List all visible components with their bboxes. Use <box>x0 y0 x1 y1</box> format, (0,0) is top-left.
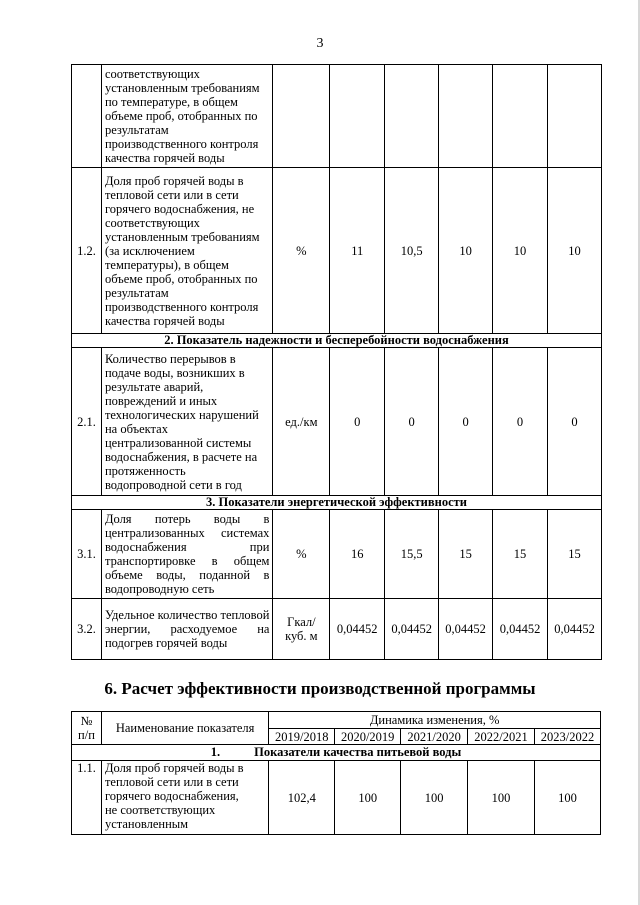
value-cell: 0,04452 <box>439 599 493 660</box>
value-cell: 100 <box>401 761 468 835</box>
page-number: 3 <box>316 36 324 51</box>
value-cell: 0 <box>439 348 493 496</box>
row-number-cell: 1.2. <box>72 168 102 334</box>
header-number: № п/п <box>72 712 102 745</box>
section-heading: 2. Показатель надежности и бесперебойности водоснабжения <box>72 334 602 348</box>
year-header: 2023/2022 <box>535 729 601 745</box>
row-number-cell: 3.2. <box>72 599 102 660</box>
year-header: 2020/2019 <box>335 729 401 745</box>
table-row <box>72 510 602 599</box>
table-row <box>72 348 602 496</box>
value-cell: 0,04452 <box>330 599 385 660</box>
section-row <box>72 745 601 761</box>
value-cell: 0 <box>548 348 602 496</box>
indicator-description: Доля проб горячей воды в тепловой сети или в сети горячего водоснабжения, не соответствующих установленным <box>101 761 268 835</box>
row-number-cell: 3.1. <box>72 510 102 599</box>
section-number: 1. <box>210 745 221 759</box>
year-header: 2021/2020 <box>401 729 468 745</box>
header-row <box>72 712 601 729</box>
value-cell: 0,04452 <box>385 599 439 660</box>
table-row <box>72 761 601 835</box>
indicators-table <box>71 64 602 660</box>
indicator-description: соответствующих установленным требованиям по температуре, в общем объеме проб, отобранных по результатам производственного контроля качества горячей воды <box>101 65 272 168</box>
indicator-description: Количество перерывов в подаче воды, возникших в результате аварий, повреждений и иных технологических нарушений на объектах централизованной системы водоснабжения, в расчете на протяженность водопроводной сети в год <box>101 348 272 496</box>
section-row <box>72 496 602 510</box>
value-cell: 15 <box>493 510 548 599</box>
unit-cell <box>273 65 330 168</box>
value-cell: 0 <box>493 348 548 496</box>
value-cell <box>330 65 385 168</box>
value-cell: 102,4 <box>269 761 335 835</box>
table-row <box>72 168 602 334</box>
value-cell: 15 <box>548 510 602 599</box>
value-cell: 10 <box>493 168 548 334</box>
indicator-description: Удельное количество тепловой энергии, расходуемое на подогрев горячей воды <box>101 599 272 660</box>
section-title: 6. Расчет эффективности производственной программы <box>104 679 536 698</box>
row-number-cell: 1.1. <box>72 761 102 835</box>
value-cell: 0,04452 <box>548 599 602 660</box>
value-cell: 0 <box>385 348 439 496</box>
year-header: 2022/2021 <box>468 729 535 745</box>
efficiency-table <box>71 711 601 835</box>
table-row <box>72 599 602 660</box>
section-heading <box>72 745 601 761</box>
unit-cell: % <box>273 168 330 334</box>
value-cell <box>493 65 548 168</box>
value-cell: 10 <box>548 168 602 334</box>
unit-cell: % <box>273 510 330 599</box>
header-dynamics: Динамика изменения, % <box>269 712 601 729</box>
value-cell: 100 <box>335 761 401 835</box>
value-cell: 16 <box>330 510 385 599</box>
section-title: Показатели качества питьевой воды <box>254 745 462 759</box>
value-cell: 0,04452 <box>493 599 548 660</box>
value-cell: 100 <box>535 761 601 835</box>
unit-cell: ед./км <box>273 348 330 496</box>
value-cell <box>439 65 493 168</box>
indicator-description: Доля потерь воды в централизованных системах водоснабжения при транспортировке в общем объеме воды, поданной в водопроводную сеть <box>101 510 272 599</box>
value-cell <box>385 65 439 168</box>
row-number-cell: 2.1. <box>72 348 102 496</box>
unit-cell: Гкал/ куб. м <box>273 599 330 660</box>
value-cell: 11 <box>330 168 385 334</box>
value-cell: 10,5 <box>385 168 439 334</box>
value-cell: 10 <box>439 168 493 334</box>
value-cell: 100 <box>468 761 535 835</box>
table-row <box>72 65 602 168</box>
value-cell: 15 <box>439 510 493 599</box>
value-cell: 0 <box>330 348 385 496</box>
indicator-description: Доля проб горячей воды в тепловой сети или в сети горячего водоснабжения, не соответствующих установленным требованиям (за исключением температуры), в общем объеме проб, отобранных по результатам производственного контроля качества горячей воды <box>101 168 272 334</box>
value-cell: 15,5 <box>385 510 439 599</box>
row-number-cell <box>72 65 102 168</box>
year-header: 2019/2018 <box>269 729 335 745</box>
value-cell <box>548 65 602 168</box>
header-indicator-name: Наименование показателя <box>101 712 268 745</box>
section-row <box>72 334 602 348</box>
section-heading: 3. Показатели энергетической эффективности <box>72 496 602 510</box>
